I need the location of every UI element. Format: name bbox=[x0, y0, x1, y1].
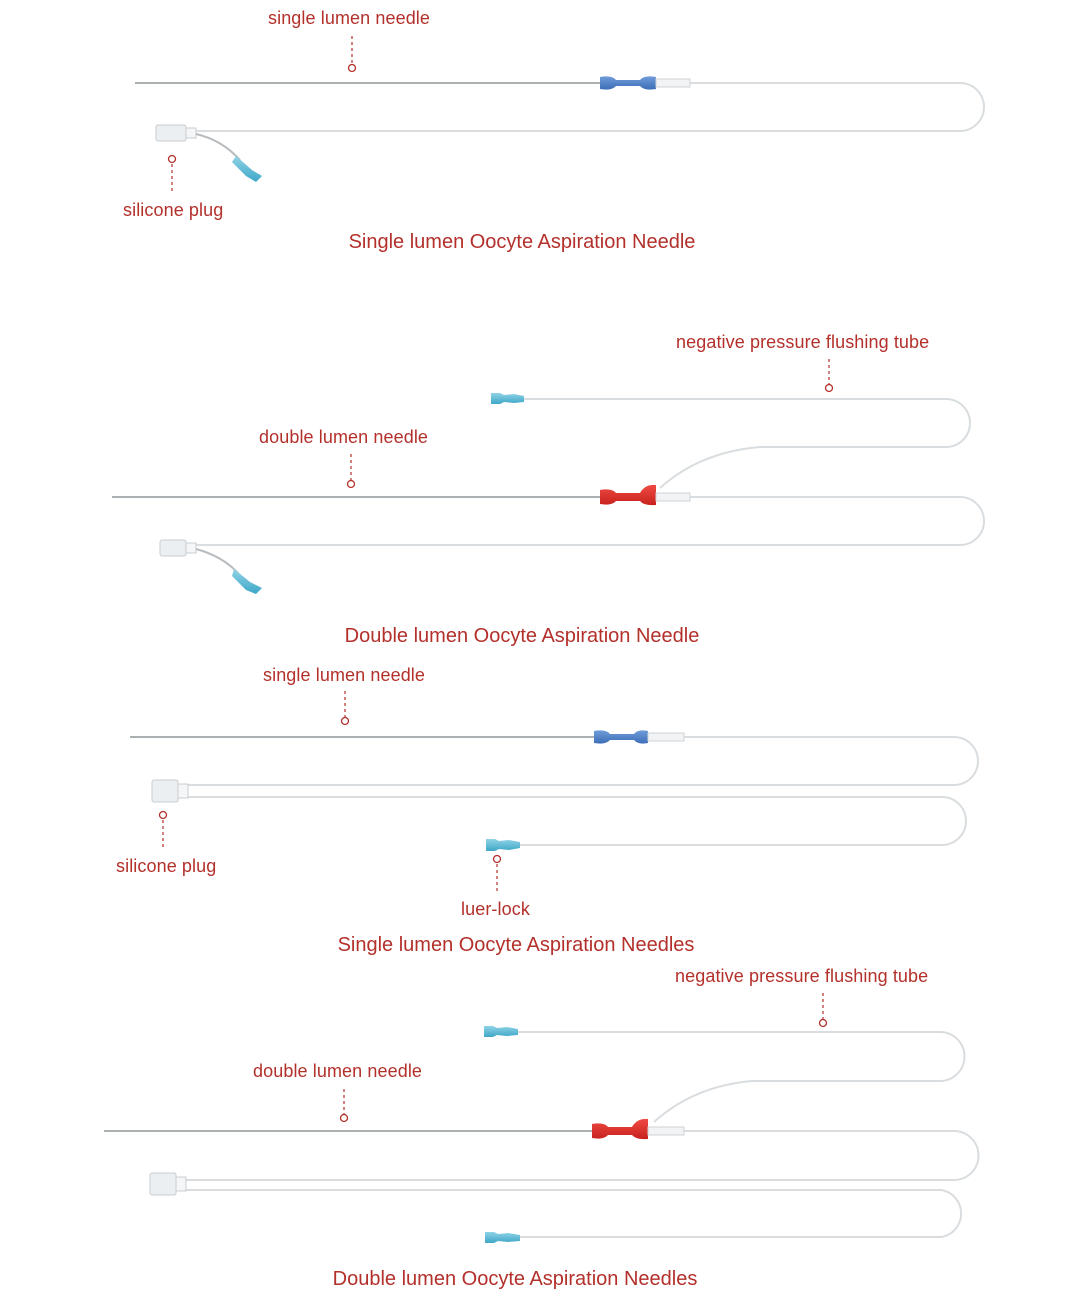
blue-needle-hub bbox=[600, 76, 656, 89]
aspiration-tubing-2 bbox=[186, 797, 966, 845]
aspiration-tubing bbox=[188, 497, 984, 545]
luer-lock-connector bbox=[491, 393, 524, 404]
flushing-tube bbox=[524, 399, 970, 488]
luer-lock-connector bbox=[484, 1026, 518, 1037]
aspiration-tubing bbox=[186, 1131, 978, 1180]
section-title: Double lumen Oocyte Aspiration Needles bbox=[332, 1268, 698, 1290]
luer-lock-label: luer-lock bbox=[461, 899, 530, 919]
silicone-plug-label: silicone plug bbox=[116, 856, 217, 876]
silicone-plug-shape bbox=[156, 125, 186, 141]
aspiration-tubing bbox=[186, 737, 978, 785]
red-needle-hub bbox=[592, 1119, 648, 1139]
aspiration-tubing-2 bbox=[186, 1190, 961, 1237]
section1-device bbox=[135, 36, 984, 193]
section3-device bbox=[130, 691, 978, 893]
silicone-plug-shape bbox=[150, 1173, 176, 1195]
double-lumen-needle-label: double lumen needle bbox=[259, 427, 429, 447]
section2-device bbox=[112, 359, 984, 594]
silicone-plug-shape bbox=[152, 780, 178, 802]
luer-lock-connector bbox=[232, 156, 262, 182]
red-needle-hub bbox=[600, 485, 656, 505]
single-lumen-needle-label: single lumen needle bbox=[268, 8, 431, 28]
luer-lock-connector bbox=[486, 839, 520, 851]
section-title: Double lumen Oocyte Aspiration Needle bbox=[344, 625, 700, 647]
section4-device bbox=[104, 993, 978, 1243]
section-title: Single lumen Oocyte Aspiration Needles bbox=[337, 934, 695, 956]
silicone-plug-shape bbox=[160, 540, 186, 556]
double-lumen-needle-label: double lumen needle bbox=[253, 1061, 423, 1081]
flushing-tube bbox=[518, 1032, 965, 1122]
aspiration-tubing bbox=[188, 83, 984, 131]
section-title: Single lumen Oocyte Aspiration Needle bbox=[348, 231, 696, 253]
negative-pressure-flushing-tube-label: negative pressure flushing tube bbox=[676, 332, 930, 352]
blue-needle-hub bbox=[594, 730, 648, 743]
single-lumen-needle-label: single lumen needle bbox=[263, 665, 426, 685]
negative-pressure-flushing-tube-label: negative pressure flushing tube bbox=[675, 966, 929, 986]
hub-sheath bbox=[656, 79, 690, 87]
silicone-plug-label: silicone plug bbox=[123, 200, 224, 220]
